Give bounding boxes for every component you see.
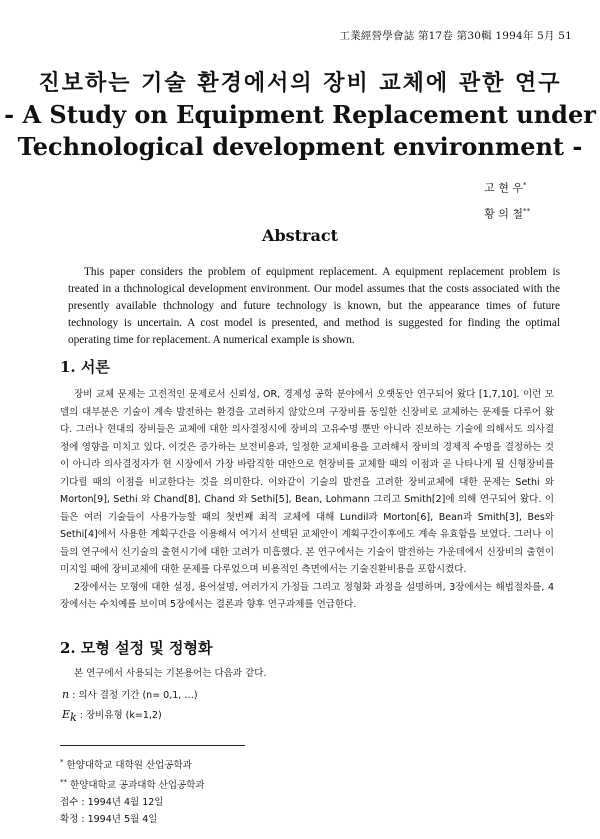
section-1-heading: 1. 서론 — [60, 358, 110, 376]
author-list — [484, 174, 530, 225]
title-english-line2: Technological development environment - — [17, 132, 583, 161]
section-1-paragraph-2: 2장에서는 모형에 대한 설정, 용어설명, 여러가지 가정들 그리고 정형화 과정을 설명하며, 3장에서는 해법절차를, 4장에서는 수치예를 보이며 5장에서는 결론과 향후 연구과제를 언급한다. — [60, 581, 554, 610]
section-2-body — [60, 665, 554, 683]
section-2-intro: 본 연구에서 사용되는 기본용어는 다음과 같다. — [74, 668, 267, 679]
abstract-heading: Abstract — [262, 226, 338, 245]
section-1-paragraph-1: 장비 교체 문제는 고전적인 문제로서 신뢰성, OR, 경제성 공학 분야에서 오랫동안 연구되어 왔다 [1,7,10]. 이런 모델의 대부분은 기술이 계속 발전하는 환경을 고려하지 않았으며 구장비를 동일한 신장비로 교체하는 문제를 다루어 왔다. 그러나 현대의 장비들은 교체에 대한 의사결정시에 장비의 고유수명 뿐만 아니라 진보하는 기술에 의해서도 의사결정에 영향을 미치고 있다. 이것은 증가하는 보전비용과, 일정한 교체비용을 고려해서 장비의 경제적 수명을 결정하는 것이 아니라 의사결정자가 현 시장에서 가장 바람직한 대안으로 현장비를 교체할 때의 이점과 곧 나타나게 될 신형장비를 기다릴 때의 이점을 비교한다는 것을 의미한다. 이와같이 기술의 발전을 고려한 장비교체에 대한 문제는 Sethi 와 Morton[9], Sethi 와 Chand[8], Chand 와 Sethi[5], Bean, Lohmann 그리고 Smith[2]에 의해 연구되어 왔다. 이들은 여러 기술들이 사용가능할 때의 첫번째 최적 교체에 대해 Lundil과 Morton[6], Bean과 Smith[3], Bes와 Sethi[4]에서 사용한 계획구간을 이용해서 여기서 선택된 교체안이 계획구간이후에도 계속 유효함을 보였다. 그러나 이들의 연구에서 신기술의 출현시기에 대한 고려가 미흡했다. 본 연구에서는 기술이 발전하는 가운데에서 신장비의 출현이 미지일 때에 장비교체에 대한 문제를 다루었으며 비용적인 측면에서는 기술진환비용을 포함시켰다. — [60, 389, 554, 575]
footnotes — [60, 754, 205, 828]
journal-header: 工業經營學會誌 第17卷 第30輯 1994年 5月 51 — [339, 30, 572, 42]
footnote-divider — [60, 745, 245, 746]
abstract-text: This paper considers the problem of equipment replacement. A equipment replacement problem is treated in a thchnological development environment. Our model assumes that the costs associated with the presently available thchnology and future technology is known, but the appearance times of future technology is uncertain. A cost model is presented, and method is suggested for finding the optimal operating time for replacement. A numerical example is shown. — [68, 266, 560, 346]
title-korean: 진보하는 기술 환경에서의 장비 교체에 관한 연구 — [38, 70, 562, 96]
section-1-body — [60, 386, 554, 614]
author-2: 황 의 철** — [484, 206, 530, 221]
footnote-1: * 한양대학교 대학원 산업공학과 — [60, 758, 192, 772]
definition-ek: $E_k$ : 장비유형 (k=1,2) — [62, 708, 162, 724]
definition-n: n : 의사 결정 기간 (n= 0,1, …) — [62, 688, 198, 701]
accepted-date: 확정 : 1994년 5월 4일 — [60, 814, 158, 826]
author-1: 고 현 우* — [484, 181, 527, 195]
title-english-line1: - A Study on Equipment Replacement under — [4, 100, 596, 129]
section-2-heading: 2. 모형 설정 및 정형화 — [60, 639, 213, 657]
footnote-2: ** 한양대학교 공과대학 산업공학과 — [60, 778, 205, 792]
abstract-body — [68, 264, 560, 349]
received-date: 접수 : 1994년 4월 12일 — [60, 797, 164, 809]
